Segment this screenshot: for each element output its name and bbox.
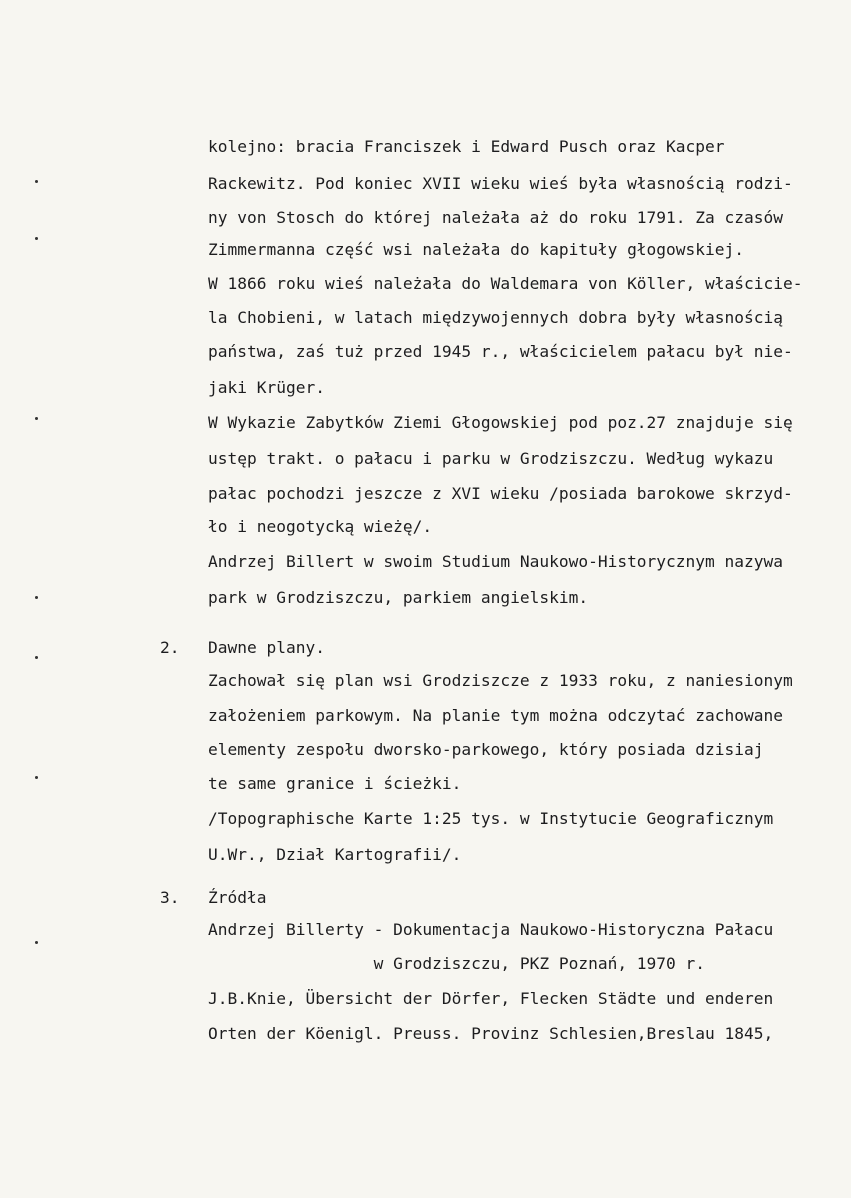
- text-line: jaki Krüger.: [208, 378, 325, 397]
- text-line: ło i neogotycką wieżę/.: [208, 517, 433, 536]
- text-line: U.Wr., Dział Kartografii/.: [208, 845, 462, 864]
- margin-mark: [35, 776, 38, 779]
- text-line: pałac pochodzi jeszcze z XVI wieku /posiada barokowe skrzyd-: [208, 484, 793, 503]
- text-line: te same granice i ścieżki.: [208, 774, 462, 793]
- text-line: kolejno: bracia Franciszek i Edward Pusch oraz Kacper: [208, 137, 725, 156]
- text-line: założeniem parkowym. Na planie tym można odczytać zachowane: [208, 706, 783, 725]
- text-line: /Topographische Karte 1:25 tys. w Instytucie Geograficznym: [208, 809, 774, 828]
- text-line: ny von Stosch do której należała aż do roku 1791. Za czasów: [208, 208, 783, 227]
- text-line: państwa, zaś tuż przed 1945 r., właścicielem pałacu był nie-: [208, 342, 793, 361]
- margin-mark: [35, 596, 38, 599]
- margin-mark: [35, 180, 38, 183]
- section-title: Dawne plany.: [208, 638, 325, 657]
- text-line: Andrzej Billerty - Dokumentacja Naukowo-Historyczna Pałacu: [208, 920, 774, 939]
- section-number: 3.: [160, 888, 180, 907]
- text-line: la Chobieni, w latach międzywojennych dobra były własnością: [208, 308, 783, 327]
- margin-mark: [35, 941, 38, 944]
- text-line: W Wykazie Zabytków Ziemi Głogowskiej pod poz.27 znajduje się: [208, 413, 793, 432]
- section-number: 2.: [160, 638, 180, 657]
- text-line: elementy zespołu dworsko-parkowego, który posiada dzisiaj: [208, 740, 764, 759]
- text-line: Zimmermanna część wsi należała do kapituły głogowskiej.: [208, 240, 745, 259]
- text-line: ustęp trakt. o pałacu i parku w Grodziszczu. Według wykazu: [208, 449, 774, 468]
- margin-mark: [35, 237, 38, 240]
- text-line: w Grodziszczu, PKZ Poznań, 1970 r.: [208, 954, 706, 973]
- text-line: Andrzej Billert w swoim Studium Naukowo-Historycznym nazywa: [208, 552, 783, 571]
- margin-mark: [35, 417, 38, 420]
- text-line: Rackewitz. Pod koniec XVII wieku wieś była własnością rodzi-: [208, 174, 793, 193]
- text-line: Zachował się plan wsi Grodziszcze z 1933 roku, z naniesionym: [208, 671, 793, 690]
- text-line: J.B.Knie, Übersicht der Dörfer, Flecken Städte und enderen: [208, 989, 774, 1008]
- section-title: Źródła: [208, 888, 267, 907]
- text-line: W 1866 roku wieś należała do Waldemara von Köller, właściciе-: [208, 274, 803, 293]
- text-line: park w Grodziszczu, parkiem angielskim.: [208, 588, 589, 607]
- margin-mark: [35, 656, 38, 659]
- text-line: Orten der Köenigl. Preuss. Provinz Schlesien,Breslau 1845,: [208, 1024, 774, 1043]
